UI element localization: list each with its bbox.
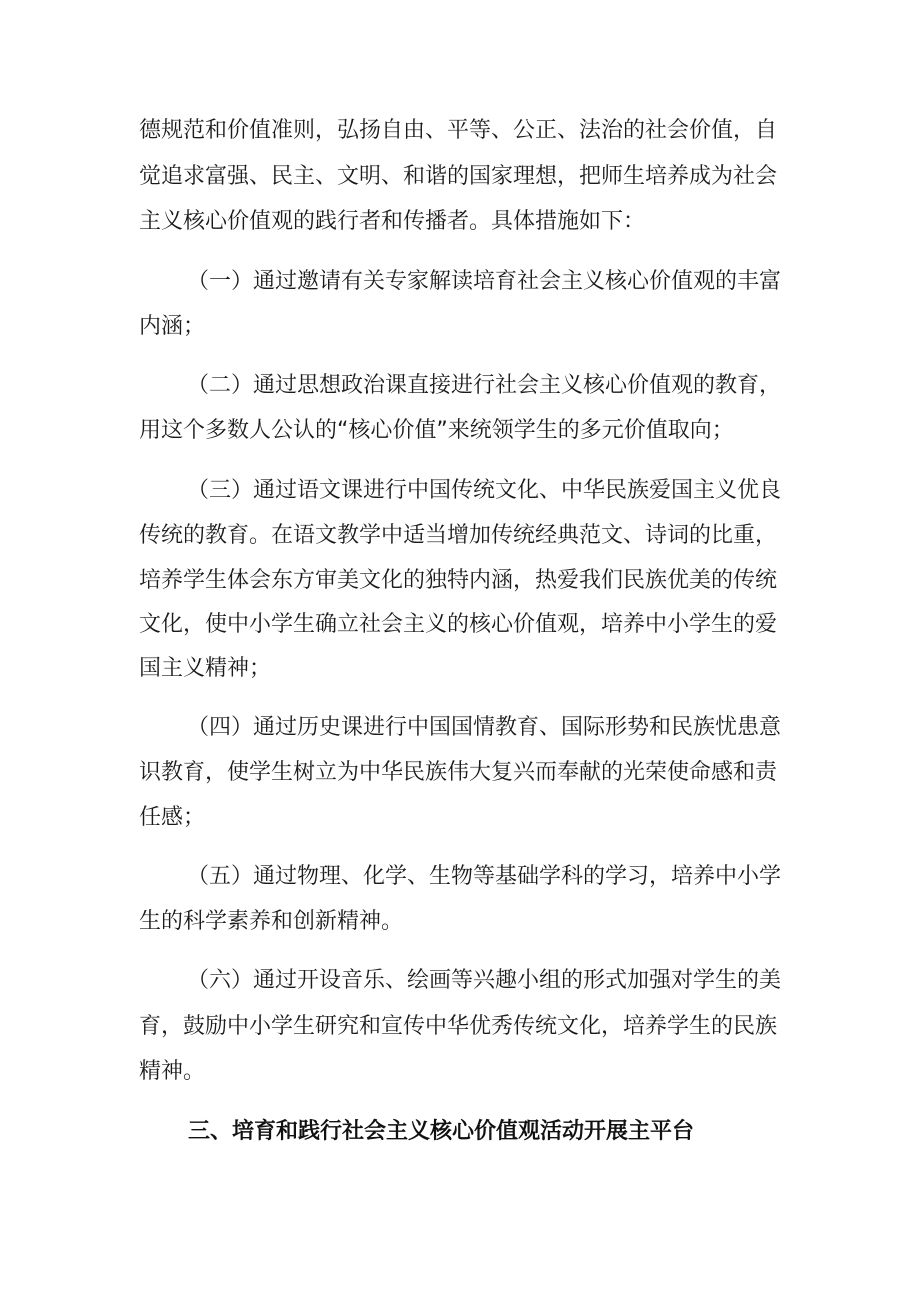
item-3-line-3: 培养学生体会东方审美文化的独特内涵，热爱我们民族优美的传统: [139, 568, 778, 593]
item-1-line-2: 内涵；: [139, 314, 206, 339]
item-2-line-1: （二）通过思想政治课直接进行社会主义核心价值观的教育，: [187, 373, 782, 398]
section-heading: 三、培育和践行社会主义核心价值观活动开展主平台: [188, 1119, 695, 1144]
item-4-line-2: 识教育，使学生树立为中华民族伟大复兴而奉献的光荣使命感和责: [139, 760, 778, 785]
item-4-line-3: 任感；: [139, 805, 206, 830]
item-1-line-1: （一）通过邀请有关专家解读培育社会主义核心价值观的丰富: [187, 269, 782, 294]
item-3-line-5: 国主义精神；: [139, 656, 272, 681]
item-2-line-2: 用这个多数人公认的“核心价值”来统领学生的多元价值取向；: [139, 418, 734, 443]
item-5-line-2: 生的科学素养和创新精神。: [139, 909, 404, 934]
item-3-line-1: （三）通过语文课进行中国传统文化、中华民族爱国主义优良: [187, 478, 782, 503]
item-6-line-2: 育，鼓励中小学生研究和宣传中华优秀传统文化，培养学生的民族: [139, 1014, 778, 1039]
item-3-line-2: 传统的教育。在语文教学中适当增加传统经典范文、诗词的比重，: [139, 523, 778, 548]
item-4-line-1: （四）通过历史课进行中国国情教育、国际形势和民族忧患意: [187, 715, 782, 740]
intro-line-1: 德规范和价值准则，弘扬自由、平等、公正、法治的社会价值，自: [139, 118, 778, 143]
item-6-line-1: （六）通过开设音乐、绘画等兴趣小组的形式加强对学生的美: [187, 968, 782, 993]
item-3-line-4: 文化，使中小学生确立社会主义的核心价值观，培养中小学生的爱: [139, 612, 778, 637]
intro-line-3: 主义核心价值观的践行者和传播者。具体措施如下：: [139, 209, 646, 234]
item-5-line-1: （五）通过物理、化学、生物等基础学科的学习，培养中小学: [187, 864, 782, 889]
intro-line-2: 觉追求富强、民主、文明、和谐的国家理想，把师生培养成为社会: [139, 164, 778, 189]
item-6-line-3: 精神。: [139, 1059, 206, 1084]
